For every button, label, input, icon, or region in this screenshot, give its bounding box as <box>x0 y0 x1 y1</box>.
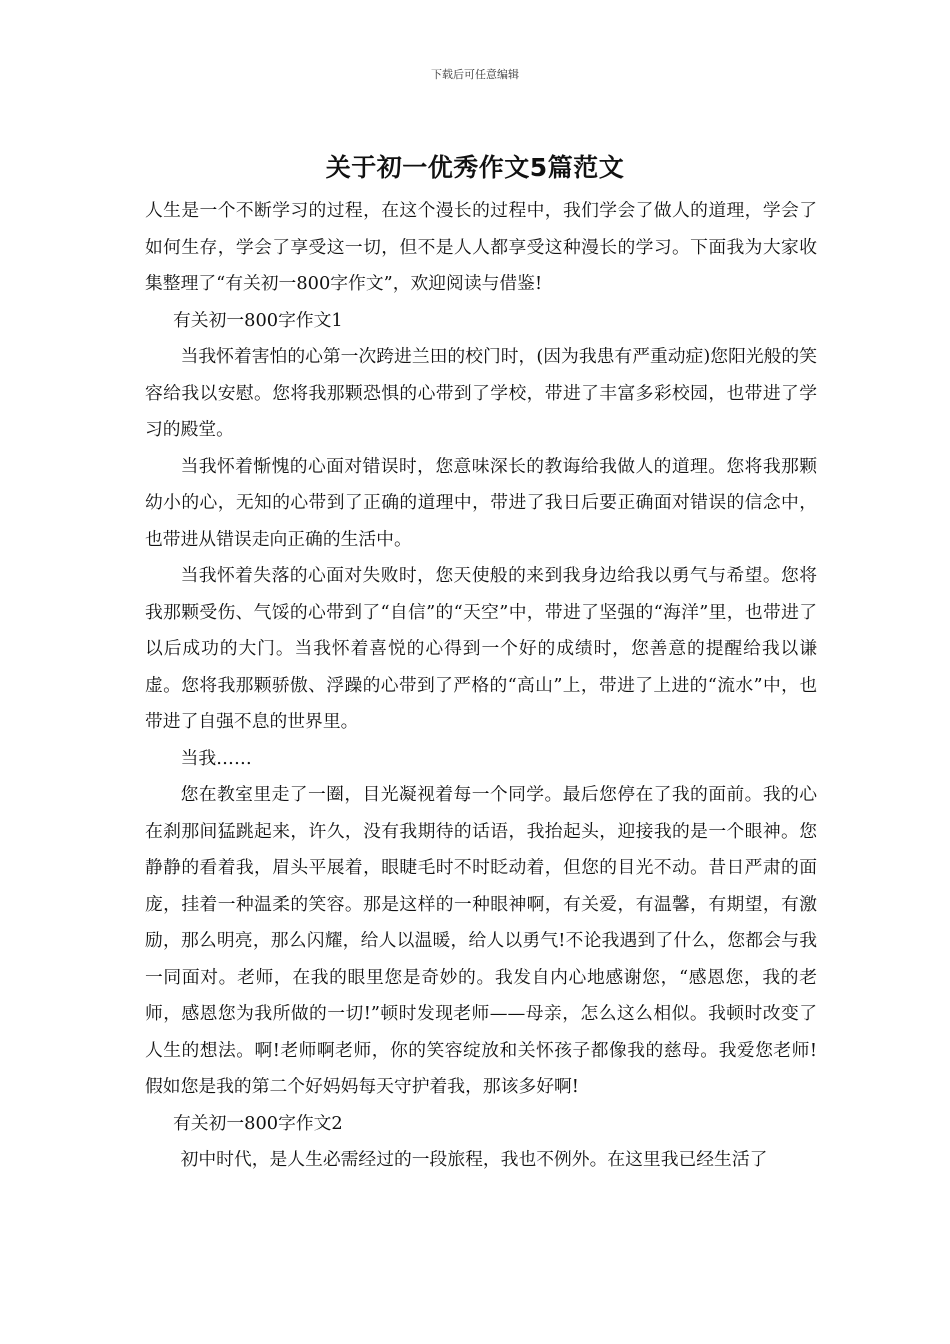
body-paragraph: 当我怀着害怕的心第一次跨进兰田的校门时，(因为我患有严重动症)您阳光般的笑容给我以安慰。您将我那颗恐惧的心带到了学校，带进了丰富多彩校园，也带进了学习的殿堂。 <box>145 346 817 440</box>
document-title: 关于初一优秀作文5篇范文 <box>325 153 625 182</box>
document-body <box>145 193 817 1179</box>
body-paragraph: 初中时代，是人生必需经过的一段旅程，我也不例外。在这里我已经生活了 <box>180 1149 768 1170</box>
header-note: 下载后可任意编辑 <box>431 68 519 81</box>
body-paragraph: 当我怀着惭愧的心面对错误时，您意味深长的教诲给我做人的道理。您将我那颗幼小的心，无知的心带到了正确的道理中，带进了我日后要正确面对错误的信念中，也带进从错误走向正确的生活中。 <box>145 455 817 550</box>
intro-paragraph: 人生是一个不断学习的过程，在这个漫长的过程中，我们学会了做人的道理，学会了如何生存，学会了享受这一切，但不是人人都享受这种漫长的学习。下面我为大家收集整理了“有关初一800字作文”，欢迎阅读与借鉴! <box>145 200 817 294</box>
body-paragraph: 当我怀着失落的心面对失败时，您天使般的来到我身边给我以勇气与希望。您将我那颗受伤、气馁的心带到了“自信”的“天空”中，带进了坚强的“海洋”里，也带进了以后成功的大门。当我怀着喜悦的心得到一个好的成绩时，您善意的提醒给我以谦虚。您将我那颗骄傲、浮躁的心带到了严格的“高山”上，带进了上进的“流水”中，也带进了自强不息的世界里。 <box>145 565 817 732</box>
essay-heading-2: 有关初一800字作文2 <box>173 1112 343 1134</box>
essay-heading-1: 有关初一800字作文1 <box>173 309 343 331</box>
body-paragraph: 当我…… <box>180 747 252 769</box>
body-paragraph: 您在教室里走了一圈，目光凝视着每一个同学。最后您停在了我的面前。我的心在刹那间猛跳起来，许久，没有我期待的话语，我抬起头，迎接我的是一个眼神。您静静的看着我，眉头平展着，眼睫毛时不时眨动着，但您的目光不动。昔日严肃的面庞，挂着一种温柔的笑容。那是这样的一种眼神啊，有关爱，有温馨，有期望，有激励，那么明亮，那么闪耀，给人以温暖，给人以勇气!不论我遇到了什么，您都会与我一同面对。老师，在我的眼里您是奇妙的。我发自内心地感谢您，“感恩您，我的老师，感恩您为我所做的一切!”顿时发现老师——母亲，怎么这么相似。我顿时改变了人生的想法。啊!老师啊老师，你的笑容绽放和关怀孩子都像我的慈母。我爱您老师!假如您是我的第二个好妈妈每天守护着我，那该多好啊! <box>145 784 817 1097</box>
